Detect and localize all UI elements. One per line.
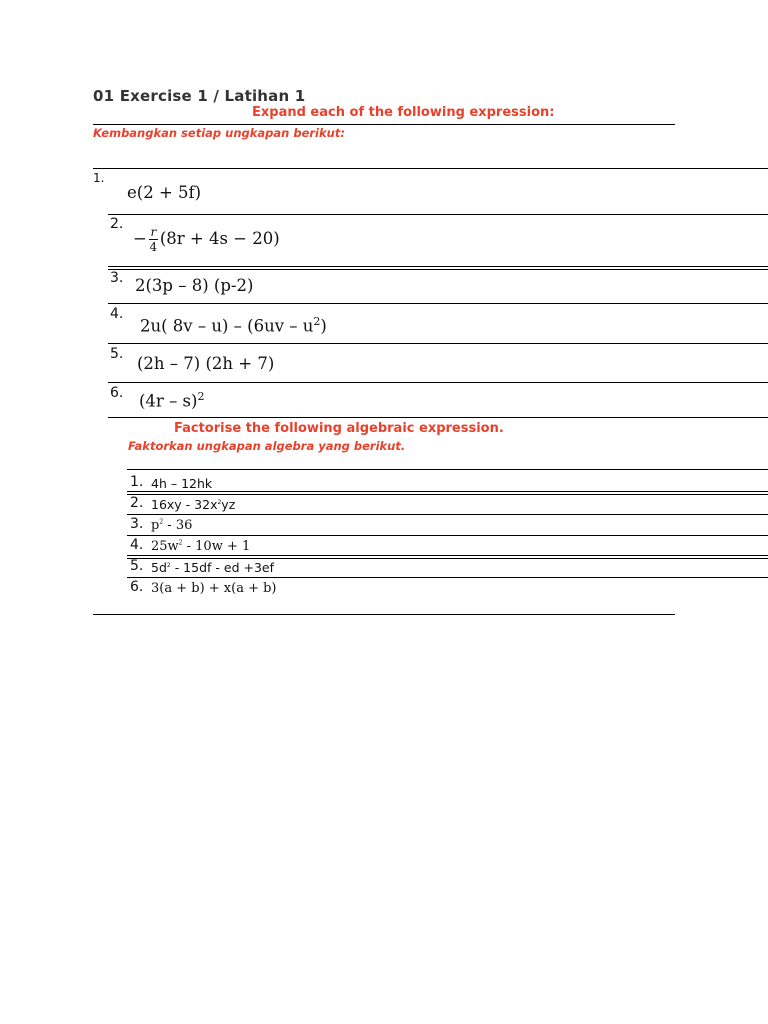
item-number: 5. — [130, 558, 144, 574]
expression: (2h – 7) (2h + 7) — [137, 354, 275, 373]
exponent: 2 — [313, 315, 321, 328]
divider — [127, 535, 768, 536]
fraction-denominator: 4 — [149, 240, 158, 254]
exponent: 2 — [217, 498, 222, 506]
expression-end: yz — [221, 497, 236, 512]
instruction-english: Expand each of the following expression: — [252, 105, 555, 120]
exponent: 2 — [197, 390, 205, 403]
expression — [133, 226, 280, 253]
expression — [139, 390, 204, 411]
expression-body: 5d — [151, 560, 167, 575]
expression-end: - 10w + 1 — [182, 539, 251, 554]
divider — [108, 417, 768, 418]
expression: 3(a + b) + x(a + b) — [151, 581, 277, 596]
expression-end: - 15df - ed +3ef — [170, 560, 274, 575]
expression-body: (4r – s) — [139, 391, 198, 411]
item-number: 3. — [130, 516, 144, 532]
divider — [108, 343, 768, 344]
expression — [140, 315, 327, 336]
expression — [151, 560, 274, 575]
item-number: 3. — [110, 270, 124, 286]
instruction-malay: Faktorkan ungkapan algebra yang berikut. — [128, 439, 406, 453]
item-number: 6. — [110, 385, 124, 401]
expression-body: 16xy - 32x — [151, 497, 218, 512]
exponent: 2 — [159, 518, 164, 526]
expression-body: 2u( 8v – u) – (6uv – u — [140, 316, 314, 336]
expression-body: p — [151, 518, 160, 533]
fraction-numerator: r — [150, 225, 157, 239]
expression-end: - 36 — [163, 518, 193, 533]
expression — [151, 539, 250, 554]
page-title: 01 Exercise 1 / Latihan 1 — [93, 87, 306, 105]
exponent: 2 — [178, 539, 183, 547]
divider — [93, 614, 675, 615]
expression — [151, 497, 235, 512]
expression: e(2 + 5f) — [127, 183, 202, 202]
divider — [127, 514, 768, 515]
minus-sign: − — [133, 229, 147, 248]
item-number: 2. — [110, 216, 124, 232]
item-number: 1. — [130, 474, 144, 490]
divider — [127, 577, 768, 578]
divider — [108, 214, 768, 215]
expression-end: ) — [320, 316, 327, 336]
divider — [93, 168, 768, 169]
item-number: 2. — [130, 495, 144, 511]
divider — [108, 266, 768, 270]
fraction — [149, 226, 158, 253]
item-number: 4. — [130, 537, 144, 553]
expression: 2(3p – 8) (p-2) — [135, 276, 254, 295]
exponent: 2 — [166, 561, 171, 569]
divider — [93, 124, 675, 125]
expression — [151, 518, 192, 533]
item-number: 6. — [130, 579, 144, 595]
divider — [108, 382, 768, 383]
expression-body: 25w — [151, 539, 179, 554]
instruction-english: Factorise the following algebraic expression. — [174, 421, 504, 436]
instruction-malay: Kembangkan setiap ungkapan berikut: — [93, 126, 345, 140]
expression-body: (8r + 4s − 20) — [159, 229, 280, 248]
divider — [127, 469, 768, 470]
item-number: 1. — [93, 171, 105, 185]
divider — [108, 303, 768, 304]
item-number: 4. — [110, 306, 124, 322]
divider — [127, 555, 768, 559]
divider — [127, 491, 768, 495]
item-number: 5. — [110, 346, 124, 362]
expression: 4h – 12hk — [151, 476, 213, 491]
